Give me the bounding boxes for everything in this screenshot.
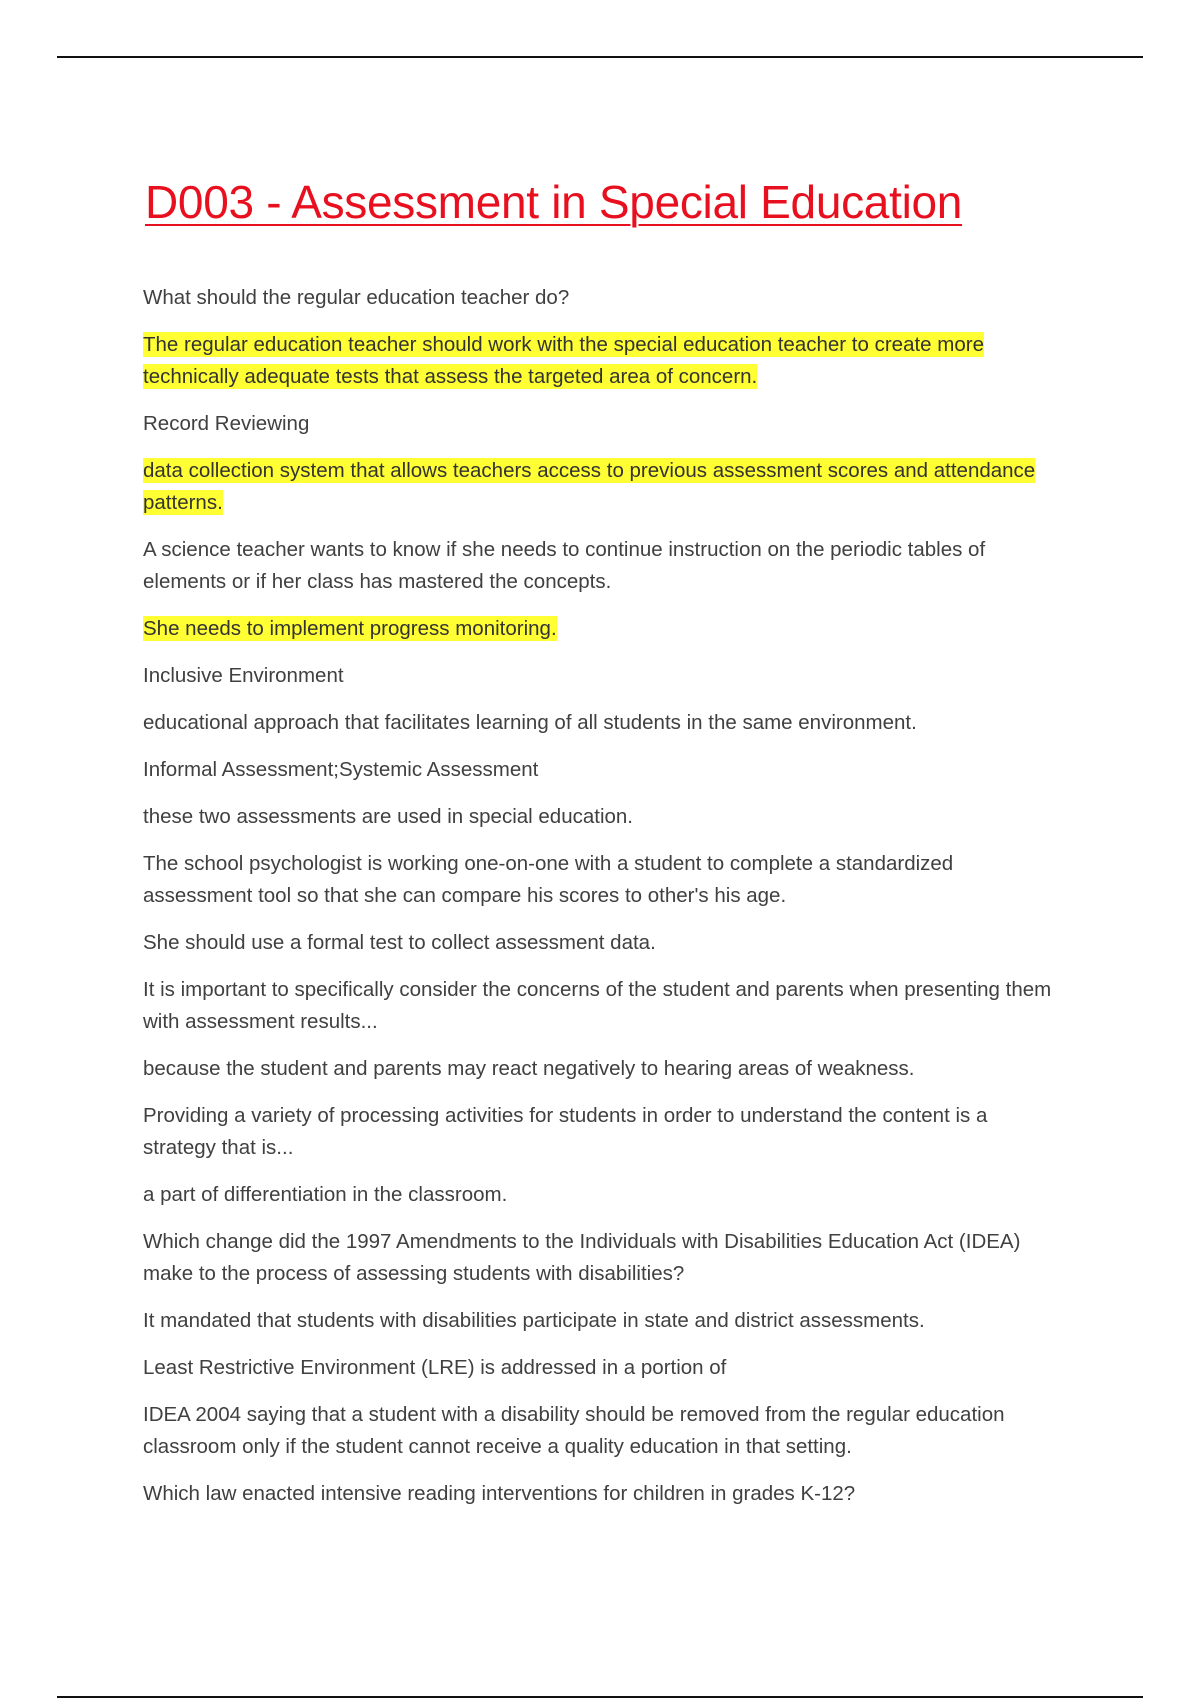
paragraph-11-text: The school psychologist is working one-on-one with a student to complete a standardized assessment tool so that she can compare his scores to other's his age. xyxy=(143,852,954,907)
paragraph-13-text: It is important to specifically consider the concerns of the student and parents when presenting them with assessment results... xyxy=(143,978,1052,1033)
paragraph-3-text: Record Reviewing xyxy=(143,412,310,435)
paragraph-17-text: Which change did the 1997 Amendments to the Individuals with Disabilities Education Act (IDEA) make to the process of assessing students with disabilities? xyxy=(143,1230,1021,1285)
paragraph-12 xyxy=(143,927,1063,959)
document-title: D003 - Assessment in Special Education xyxy=(145,176,963,228)
paragraph-4-text: data collection system that allows teachers access to previous assessment scores and attendance patterns. xyxy=(143,459,1036,514)
paragraph-9-text: Informal Assessment;Systemic Assessment xyxy=(143,758,539,781)
paragraph-7 xyxy=(143,660,1063,692)
paragraph-17 xyxy=(143,1226,1063,1290)
paragraph-10-text: these two assessments are used in special education. xyxy=(143,805,633,828)
top-rule xyxy=(57,56,1143,58)
paragraph-5-text: A science teacher wants to know if she needs to continue instruction on the periodic tables of elements or if her class has mastered the concepts. xyxy=(143,538,986,593)
paragraph-20-text: IDEA 2004 saying that a student with a disability should be removed from the regular education classroom only if the student cannot receive a quality education in that setting. xyxy=(143,1403,1005,1458)
paragraph-18-text: It mandated that students with disabilities participate in state and district assessments. xyxy=(143,1309,925,1332)
paragraph-7-text: Inclusive Environment xyxy=(143,664,344,687)
paragraph-14-text: because the student and parents may react negatively to hearing areas of weakness. xyxy=(143,1057,915,1080)
paragraph-16-text: a part of differentiation in the classroom. xyxy=(143,1183,508,1206)
paragraph-2-text: The regular education teacher should work with the special education teacher to create more technically adequate tests that assess the targeted area of concern. xyxy=(143,333,984,388)
document-body xyxy=(143,282,1063,1525)
paragraph-6-text: She needs to implement progress monitoring. xyxy=(143,617,557,640)
paragraph-11 xyxy=(143,848,1063,912)
paragraph-6 xyxy=(143,613,1063,645)
paragraph-19 xyxy=(143,1352,1063,1384)
paragraph-9 xyxy=(143,754,1063,786)
paragraph-21 xyxy=(143,1478,1063,1510)
paragraph-15 xyxy=(143,1100,1063,1164)
paragraph-1-text: What should the regular education teacher do? xyxy=(143,286,570,309)
paragraph-21-text: Which law enacted intensive reading interventions for children in grades K-12? xyxy=(143,1482,856,1505)
paragraph-18 xyxy=(143,1305,1063,1337)
bottom-rule xyxy=(57,1696,1143,1698)
paragraph-4 xyxy=(143,455,1063,519)
paragraph-8 xyxy=(143,707,1063,739)
paragraph-15-text: Providing a variety of processing activities for students in order to understand the content is a strategy that is... xyxy=(143,1104,988,1159)
paragraph-12-text: She should use a formal test to collect assessment data. xyxy=(143,931,656,954)
paragraph-10 xyxy=(143,801,1063,833)
paragraph-14 xyxy=(143,1053,1063,1085)
paragraph-8-text: educational approach that facilitates learning of all students in the same environment. xyxy=(143,711,917,734)
paragraph-13 xyxy=(143,974,1063,1038)
paragraph-19-text: Least Restrictive Environment (LRE) is addressed in a portion of xyxy=(143,1356,727,1379)
paragraph-2 xyxy=(143,329,1063,393)
paragraph-3 xyxy=(143,408,1063,440)
paragraph-1 xyxy=(143,282,1063,314)
paragraph-16 xyxy=(143,1179,1063,1211)
paragraph-20 xyxy=(143,1399,1063,1463)
paragraph-5 xyxy=(143,534,1063,598)
